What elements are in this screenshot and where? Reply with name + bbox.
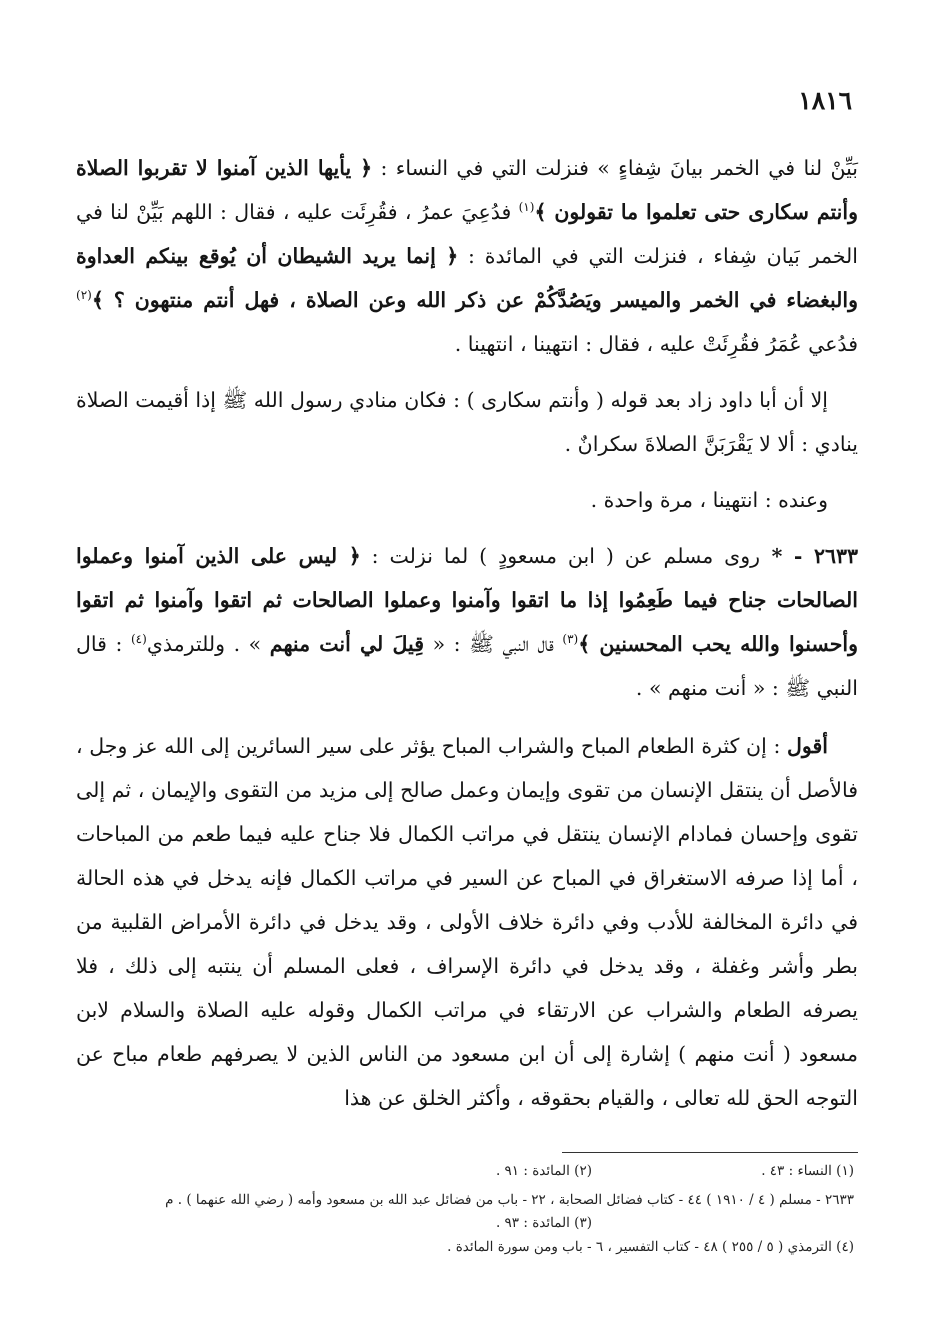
footnote-ref-3: (٣)	[562, 632, 579, 647]
paragraph-hadith-continuation	[76, 146, 858, 366]
quran-verse-maidah-93: ﴿ ليس على الذين آمنوا وعملوا الصالحات جناح فيما طَعِمُوا إذا ما اتقوا وآمنوا وعملوا الصالحات ثم اتقوا وآمنوا ثم اتقوا وأحسنوا والله يحب المحسنين ﴾	[76, 544, 858, 656]
footnote-4: (٤) الترمذي ( ٥ / ٢٥٥ ) ٤٨ - كتاب التفسير ، ٦ - باب ومن سورة المائدة .	[447, 1239, 854, 1255]
commentary-lead: أقول	[787, 734, 828, 758]
footnote-divider	[562, 1152, 858, 1153]
footnote-3: (٣) المائدة : ٩٣ .	[495, 1215, 592, 1231]
text-segment: قال النبي ﷺ : «	[424, 632, 563, 656]
text-segment: بَيِّنْ لنا في الخمر بيانَ شِفاءٍ » فنزلت التي في النساء :	[372, 156, 858, 180]
footnote-row	[72, 1158, 854, 1184]
footnote-ref-1: (١)	[518, 200, 535, 215]
page-number: ١٨١٦	[798, 86, 852, 115]
footnote-row	[72, 1234, 854, 1260]
paragraph-hadith-2633	[76, 534, 858, 710]
quran-verse-maidah: ﴿ إنما يريد الشيطان أن يُوقع بينكم العداوة والبغضاء في الخمر والميسر ويَصُدَّكُمْ عن ذكر الله وعن الصلاة ، فهل أنتم منتهون ؟ ﴾	[76, 244, 858, 312]
footnote-ref-2: (٢)	[76, 288, 92, 303]
footnote-2633: ٢٦٣٣ - مسلم ( ٤ / ١٩١٠ ) ٤٤ - كتاب فضائل الصحابة ، ٢٢ - باب من فضائل عبد الله بن مسعود وأمه ( رضي الله عنهما ) . م	[165, 1192, 854, 1208]
paragraph-commentary	[76, 724, 858, 1120]
hadith-number: ٢٦٣٣ - *	[760, 544, 858, 568]
text-segment: » . وللترمذي	[146, 632, 270, 656]
footnote-row	[72, 1212, 854, 1234]
main-text	[76, 146, 858, 1120]
footnote-ref-4: (٤)	[130, 632, 147, 647]
footnote-1: (١) النساء : ٤٣ .	[761, 1163, 854, 1179]
paragraph-indahu: وعنده : انتهينا ، مرة واحدة .	[590, 488, 828, 512]
text-segment: روى مسلم عن ( ابن مسعودٍ ) لما نزلت :	[360, 544, 761, 568]
footnotes	[72, 1158, 854, 1260]
footnote-2: (٢) المائدة : ٩١ .	[495, 1163, 592, 1179]
text-segment: : قال النبي ﷺ : « أنت منهم » .	[76, 632, 858, 700]
paragraph-abu-dawud: إلا أن أبا داود زاد بعد قوله ( وأنتم سكارى ) : فكان منادي رسول الله ﷺ إذا أقيمت الصلاة ينادي : ألا لا يَقْرَبَنَّ الصلاةَ سكرانٌ .	[76, 388, 858, 456]
prophet-quote: قِيلَ لي أنت منهم	[269, 632, 424, 656]
quran-verse-nisa: ﴿ يأيها الذين آمنوا لا تقربوا الصلاة وأنتم سكارى حتى تعلموا ما تقولون ﴾	[76, 156, 858, 224]
text-segment: فدُعي عُمَرُ فقُرِئَتْ عليه ، فقال : انتهينا ، انتهينا .	[454, 332, 858, 356]
commentary-body: : إن كثرة الطعام المباح والشراب المباح يؤثر على سير السائرين إلى الله عز وجل ، فالأصل أن ينتقل الإنسان من تقوى وإيمان وعمل صالح إلى مزيد من التقوى والإيمان ، ثم إلى تقوى وإحسان فمادام الإنسان ينتقل في مراتب الكمال فلا جناح عليه فيما طعم من المباحات ، أما إذا صرفه الاستغراق في المباح عن السير في مراتب الكمال فإنه يدخل في هذه الحالة في دائرة المخالفة للأدب وفي دائرة خلاف الأولى ، وقد يدخل في دائرة الأمراض القلبية من بطر وأشر وغفلة ، وقد يدخل في دائرة الإسراف ، فعلى المسلم أن ينتبه إلى ذلك ، فلا يصرفه الطعام والشراب عن الارتقاء في مراتب الكمال وقوله عليه الصلاة والسلام لابن مسعود ( أنت منهم ) إشارة إلى أن ابن مسعود من الناس الذين لا يصرفهم طعام مباح عن التوجه الحق لله تعالى ، والقيام بحقوقه ، وأكثر الخلق عن هذا	[76, 734, 858, 1110]
text-segment: فدُعِيَ عمرُ ، فقُرِئَت عليه ، فقال : اللهم بَيِّنْ لنا في الخمر بَيان شِفاء ، فنزلت التي في المائدة :	[76, 200, 858, 268]
